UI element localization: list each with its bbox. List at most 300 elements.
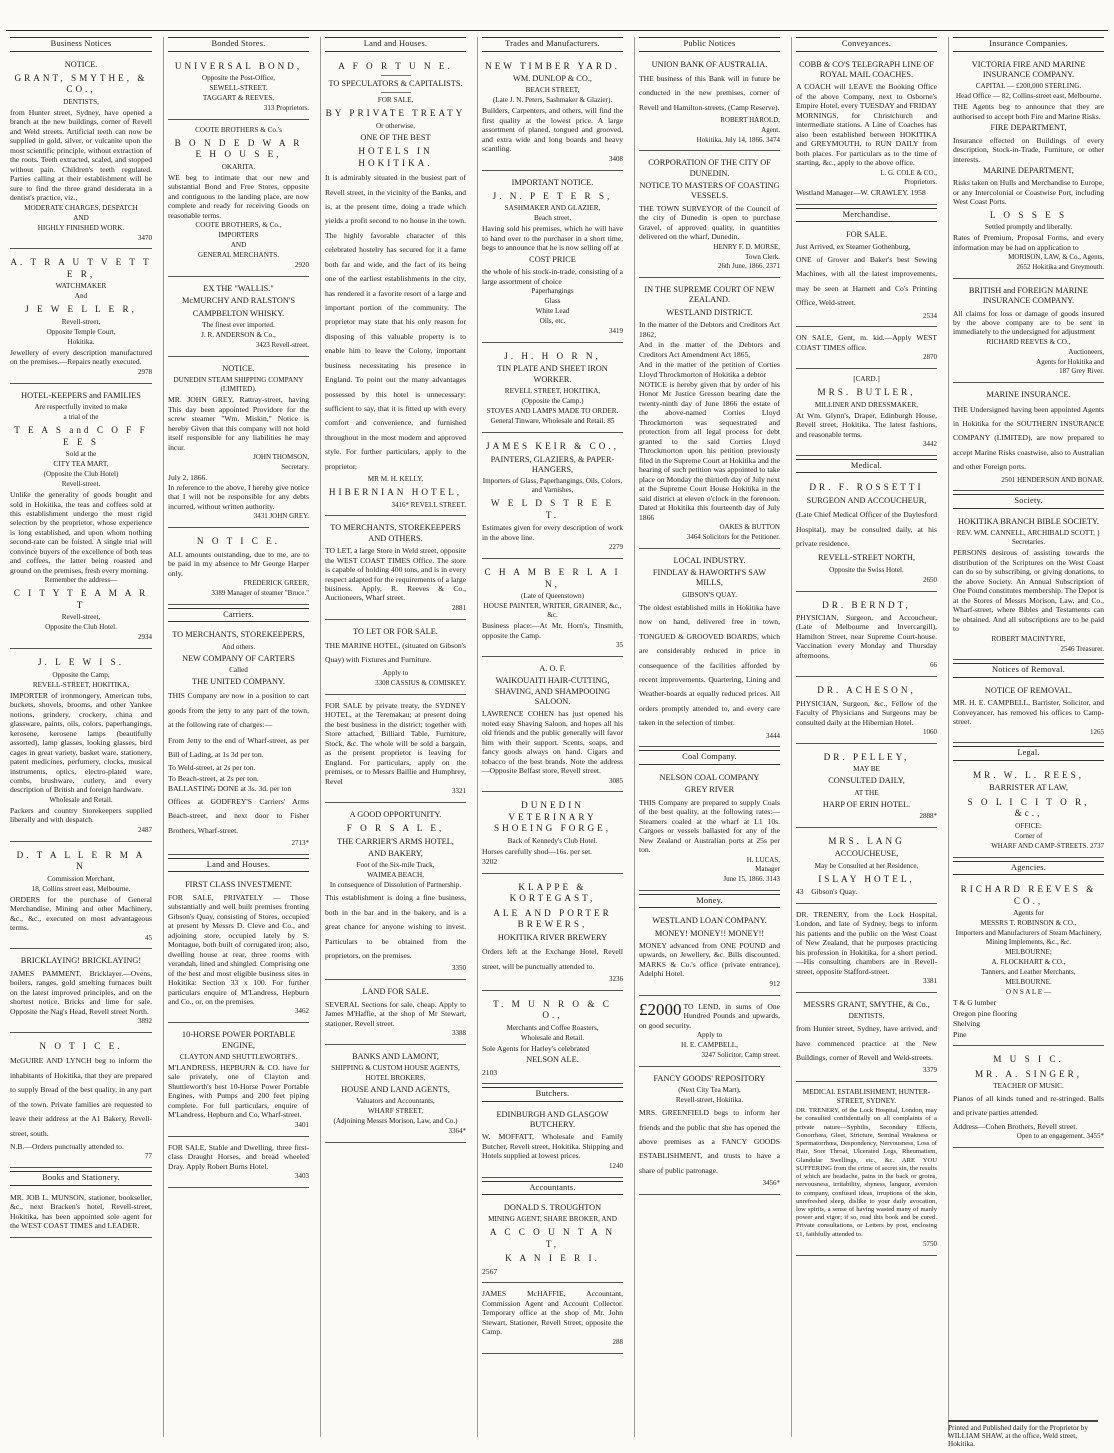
ad-line: The finest ever imported. [202,321,275,329]
advert-w-l-rees [953,765,1104,858]
ad-title: A. T R A U T V E T T E R, [10,257,152,279]
ad-line: CAPITAL — £200,000 STERLING. [975,82,1082,91]
advert-universal-bond [168,56,309,120]
ad-title: IN THE SUPREME COURT OF NEW ZEALAND. [644,285,775,305]
ad-line: HOTELS IN HOKITIKA. [358,146,433,168]
ad-signature: Auctioneers, [1068,347,1104,356]
ad-number: 912 [769,979,780,988]
ad-line: A. FLOCKHART & CO., [991,958,1066,967]
ad-signature: H. E. CAMPBELL, [681,1041,738,1050]
column-6 [791,37,941,1437]
ad-line: HOTEL BROKERS, [365,1074,426,1083]
ad-body: M'LANDRESS, HEPBURN & CO. have for sale privately, one of Clayton and Shuttleworth's best 10-Horse Power Portable Engines, with Pumps and 200 feet piping complete. For full particulars, enquire of M'Landress, Hepburn and Co, Wharf-street. [168,1062,309,1120]
ad-line: And others. [221,642,256,651]
ad-line: AND [73,213,89,222]
ad-line: Remember the address— [44,576,118,585]
section-heading: Legal. [953,746,1104,761]
advert-trautvetter [10,252,152,383]
ad-line: Just Arrived, ex Steamer Gothenburg, [796,242,911,252]
ad-rate: To Weld-street, at 2s per ton. [168,763,256,773]
ad-line: HIBERNIAN HOTEL, [328,487,463,498]
ad-date: July 2, 1866. [168,472,208,482]
ad-body: A COACH will LEAVE the Booking Office of the above Company, next to Osborne's Empire Hotel, every TUESDAY and FRIDAY MORNINGS, for Christchurch and intermediate stations. A Line of Coaches has also been established between HOKITIKA and GREYMOUTH, to RUN DAILY from both places. For particulars as to the time of starting, &c., apply to the above office. [796,82,937,168]
ad-line: Head Office — 82, Collins-street east, Melbourne. [955,92,1102,101]
ad-line: WAIKOUAITI HAIR-CUTTING, SHAVING, AND SHAMPOOING SALOON. [494,676,611,706]
ad-line: Wholesale and Retail. [520,1033,585,1042]
ad-line: REVELL STREET. [410,500,466,509]
ad-line: GIBSON'S QUAY. [682,590,737,599]
ad-body: Sole Agents for Harley's celebrated [482,1043,590,1053]
ad-amount: £2000 [639,999,682,1019]
ad-body: from Hunter street, Sydney, have opened a branch at the new buildings, corner of Revell and Weld streets. Artificial teeth can now be supplied in gold, silver, or vulcanite upon the most scientific principle, without extraction of the roots. Teeth extracted, scaled, and stopped without pain. Children's teeth regulated. Parties calling at their establishment will be sure to find the three grand desiderata in a dentist's practice, viz., [10,107,152,203]
ad-line: WM. DUNLOP & CO., [513,74,592,83]
ad-line: REV. WM. CANNELL, ARCHIBALD SCOTT, } Secretaries. [956,529,1101,547]
ad-line: O N S A L E — [1005,988,1052,997]
ad-body: THE TOWN SURVEYOR of the Council of the city of Dunedin is open to purchase Gravel, of approved quality, in quantities delivered on the wharf, Dunedin. [639,203,780,242]
ad-line: Settled promptly and liberally. [984,223,1073,232]
ad-rate: From Jetty to the end of Wharf-street, as per Bill of Lading, at 1s 3d per ton. [168,735,309,759]
ad-body: DR. TRENERY, of the Lock Hospital, London, may be consulted confidentially on all complaints of a private nature—Syphilis, Secondary Effects, Gonorrhœa, Gleet, Stricture, Seminal Weakness or Spermatorrhœa, Despondency, Nervousness, Loss of Hair, Sore Throat, Ulcerated Legs, Rheumatism, Glandular Swellings, etc., &c. ARE YOU SUFFERING from the crime of secret sin, the results of which are headache, pains in the back or groins, nervousness, irritability, shyness, languor, aversion to company, confused ideas, irruptions of the skin, unrefreshed sleep, dislike to your daily avocation, low spirits, a sense of having wasted many of manly power and vigor; if so, read this book and be cured. Private consultations, or Letters by post, enclosing £1, faithfully attended to. [796,1107,937,1238]
ad-title: A. O. F. [539,663,566,673]
section-heading: Butchers. [482,1087,623,1102]
advert-marine-hotel [325,623,466,695]
section-heading: Merchandise. [796,208,937,223]
advert-land-for-sale [325,983,466,1045]
ad-title: HOKITIKA BRANCH BIBLE SOCIETY. [958,516,1099,526]
section-heading: Land and Houses. [325,37,466,52]
ad-body: from Hunter street, Sydney, have arrived, and have commenced practice at the New Buildings, corner of Revell and Weld-streets. [796,1024,937,1063]
ad-title: LAND FOR SALE. [362,987,429,997]
ad-signature: RICHARD REEVES & CO., [986,337,1071,346]
column-4 [477,37,627,1437]
ad-title: TO LET OR FOR SALE. [353,626,438,636]
ad-line: Pine [953,1029,967,1039]
ad-line: ACCOUCHEUSE, [834,849,899,859]
ad-title: MARINE INSURANCE. [986,390,1071,400]
ad-title: TO MERCHANTS, STOREKEEPERS AND OTHERS. [330,523,461,543]
ad-line: Agents for [1013,909,1044,918]
ad-number: 2534 [923,311,937,320]
ad-line: AND [230,241,247,250]
advert-grant-smythe [10,56,152,250]
ad-title: EDINBURGH AND GLASGOW BUTCHERY. [496,1109,609,1129]
ad-line: Address—Cohen Brothers, Revell street. [953,1121,1078,1131]
ad-number: 288 [612,1337,623,1346]
ad-line: Apply to [382,668,409,677]
ad-line: Opposite Temple Court, [46,327,116,336]
ad-title: COOTE BROTHERS & Co.'s [195,125,282,134]
ad-signature: Solicitor, Camp street. [717,1051,780,1060]
column-3 [320,37,470,1437]
advert-united-carters [168,626,309,855]
ad-line: BARRISTER AT LAW, [989,783,1068,793]
ad-line: BY PRIVATE TREATY [325,108,466,119]
section-heading: Business Notices [10,37,152,52]
ad-title: DR. BERNDT, [822,599,911,610]
ad-body: ORDERS for the purchase of General Merchandise, Mining and other Machinery, &c., &c., executed on most advantageous terms. [10,894,152,933]
ad-number: 3892 [138,1017,152,1026]
ad-line: In consequence of Dissolution of Partnership. [329,881,462,890]
ad-line: Revell-street, [61,613,101,622]
advert-chamberlain [482,562,623,657]
ad-body: (Late Chief Medical Officer of the Daylesford Hospital), may be consulted daily, at his private residence. [796,510,937,548]
ad-signature: Agent. [761,125,780,134]
ad-body: Risks taken on Hulls and Merchandise to Europe, or any Intercolonial or Coastwise Port, including West Coast Ports. [953,178,1104,207]
ad-line: Opposite the Club Hotel. [45,623,117,632]
ad-line: SURGEON AND ACCOUCHEUR, [806,495,927,505]
ad-body: It is admirably situated in the busiest part of Revell street, in the vicinity of the Banks, and is, at the present time, doing a trade which yields a profit second to no house in the town. The highly favorable character of this celebrated hostelry has secured for it a fame both far and wide, and the fact of its being one of the earliest establishments in the city, has rendered it a favorite resort of a large and important portion of the community. The proprietor may state that his only reason for disposing of this valuable property is to enable him to leave the Colony, important business necessitating his presence in England. To point out the many advantages possessed by this hotel is unnecessary: sufficient to say, that it is fitted up with every comfort and convenience, and furnished throughout in the most modern and approved style. For further particulars, apply to the proprietor, [325,173,466,471]
ad-body: MR. JOB L. MUNSON, stationer, bookseller, &c., next Bracken's hotel, Revell-street, Hokitika, has been appointed sole agent for the WEST COAST TIMES and LEADER. [10,1192,152,1231]
ad-title: C H A M B E R L A I N, [484,567,621,589]
ad-number: 2920 [295,261,309,270]
ad-line: COOTE BROTHERS, & Co., [195,221,282,230]
ad-body: N.B.—Orders punctually attended to. [10,1141,124,1151]
advert-findlay-haworth [639,552,780,748]
ad-heading: N O T I C E. [196,536,281,547]
ad-signature: Grey River. [1071,367,1104,376]
advert-greer-notice [168,531,309,604]
ad-title: NELSON COAL COMPANY [659,772,760,782]
column-5 [634,37,784,1437]
ad-heading: IMPORTANT NOTICE. [511,177,594,187]
ad-line: Tanners, and Leather Merchants, [981,968,1076,977]
ad-subtitle: DENTISTS, [63,97,99,106]
ad-body: the whole of his stock-in-trade, consisting of a large assortment of choice [482,267,623,286]
ad-title: J. N. P E T E R S, [492,190,613,201]
ad-title: UNION BANK OF AUSTRALIA. [651,59,768,69]
ad-title: D. T A L L E R M A N [16,849,146,872]
advert-peters [482,174,623,343]
ad-body: FOR SALE, Stable and Dwelling, three first-class Draught Horses, and bread wheeled Dray. Apply Robert Burns Hotel. [168,1142,309,1171]
advert-lewis [10,652,152,842]
ad-body: McGUIRE AND LYNCH beg to inform the inhabitants of Hokitika, that they are prepared to supply Bread of the best quality, in any part of the town. Private families are requested to leave their address at the A1 Bakery, Revell-street, south. [10,1056,152,1138]
ad-signature: Treasurer. [1076,644,1104,653]
ad-title: 10-HORSE POWER PORTABLE ENGINE, [181,1030,296,1050]
ad-line: General Tinware, Wholesale and Retail. [490,417,606,426]
ad-line: Or otherwise, [375,121,416,130]
advert-wallis-whisky [168,280,309,357]
ad-line: SEWELL-STREET. [209,84,268,92]
ad-line: ONE OF THE BEST [360,132,431,142]
ad-title: DUNEDIN VETERINARY SHOEING FORGE, [493,800,612,834]
ad-line: REVELL-STREET NORTH, [817,553,916,563]
ad-title: MR. A. SINGER, [974,1068,1083,1079]
ad-body: WE beg to intimate that our new and substantial Bond and Free Stores, opposite and contiguous to the landing place, are now complete and ready for receiving Goods on reasonable terms. [168,172,309,220]
ad-signature: Manager of steamer "Bruce." [227,588,309,597]
ad-body: Pianos of all kinds tuned and re-stringed. Balls and private parties attended. [953,1094,1104,1118]
advert-city-tea-mart [10,387,152,649]
section-heading: Coal Company. [639,750,780,765]
advert-victoria-fire [953,56,1104,279]
ad-body: LAWRENCE COHEN has just opened his noted easy Shaving Saloon, and hopes all his old friends and the public generally will favor him with their support. Scents, soaps, and fancy goods always on hand. Cigars and tobacco of the best brands. Note the address—Opposite Belfast store, Revell street. [482,709,623,776]
ad-title: DR. ACHESON, [817,685,916,696]
ad-line: Sold at the [65,450,97,459]
ad-line: SASHMAKER AND GLAZIER, [504,204,601,213]
ad-number: 3236 [609,975,623,984]
ad-line: WAIMEA BEACH, [366,871,425,880]
ad-title: BRICKLAYING! BRICKLAYING! [20,956,142,966]
ad-number: 3143 [766,875,780,883]
ad-line: [CARD.] [853,375,880,384]
ad-body: THE MARINE HOTEL, (situated on Gibson's Quay) with Fixtures and Furniture. [325,641,466,665]
advert-edinburgh-butchery [482,1106,623,1178]
ad-line: (Opposite the Club Hotel) [43,470,119,479]
ad-line: MILLINER AND DRESSMAKER, [814,400,919,409]
ad-number: 3442 [923,440,937,449]
ad-title: GRANT, SMYTHE, & CO., [14,72,148,95]
ad-line: A C C O U N T A N T, [489,1227,616,1249]
ad-signature: Manager [755,865,780,874]
ad-title: RICHARD REEVES & CO., [960,884,1097,906]
ad-line: Opposite the Swiss Hotel. [829,565,904,574]
ad-body: FOR SALE by private treaty, the SYDNEY HOTEL, at the Teremakau; at present doing the best business in the district; together with Store attached, Billiard Table, Furniture, Stock, &c. The whole will be sold a bargain, as the present proprietor is leaving for England. For particulars, apply on the premises, or to Messrs Baillie and Humphrey, Revel [325,700,466,786]
ad-body: Builders, Carpenters, and others, will find the first quality at the lowest price. A large assortment of planed, tongued and grooved, and extra wide and long boards and heavy scantling. [482,106,623,154]
ad-number: 3389 [211,588,226,597]
ad-line: MELBOURNE. [1005,978,1052,987]
ad-heading: N O T I C E. [39,1040,123,1051]
ad-number: 3381 [923,977,937,986]
section-heading: Public Notices [639,37,780,52]
ad-number: 2487 [138,825,152,834]
ad-line: Are respectfully invited to make [34,403,128,412]
ad-heading: LOCAL INDUSTRY. [673,555,746,565]
ad-line: F O R S A L E, [346,823,445,834]
ad-number: 3423 [255,341,270,349]
ad-body: NOTICE is hereby given that by order of his Honor Mr Justice Gresson bearing date the twenty-ninth day of June 1866 the estate of the above-named Corties Lloyd Throckmorton was sequestrated and protection from all legal process for debt granted to the said Corties Lloyd Throckmorton upon his petition previously filed in the Supreme Court at Hokitika and the hearing of such petition was appointed to take place on Monday the thirtieth day of July next at the Supreme Court House Hokitika in the said district at eleven o'clock in the forenoon. Dated at Hokitika this fourteenth day of July 1866 [639,379,780,522]
ad-body: MONEY advanced from ONE POUND and upwards, on Jewellery, &c. Bills discounted. MARKS & Co.'s office (private entrance), Adelphi Hotel. [639,940,780,979]
ad-line: MR M. H. KELLY, [367,475,424,484]
ad-body: In reference to the above, I hereby give notice that I will not be responsible for any debts incurred, without written authority. [168,483,309,511]
advert-tallerman [10,845,152,950]
ad-body: SEVERAL Sections for sale, cheap. Apply to James M'Haffie, at the shop of Mr Stewart, stationer, Revell street. [325,999,466,1028]
advert-british-foreign-marine [953,282,1104,383]
ad-number: 1958 [910,188,926,198]
ad-body: Unlike the generality of goods bought and sold in Hokitika, the teas and coffees sold at this establishment undergo the most rigid selection by the proprietor, whose experience is long established, and upon whom nothing second-rate can be foisted. A single trial will convince buyers of the excellence of both teas and coffees, the latter being roasted and ground on the premises, fresh every morning. [10,490,152,575]
ad-line: SHIPPING & CUSTOM HOUSE AGENTS, [331,1064,460,1073]
ad-signature: HENDERSON AND BONAR. [1017,475,1104,484]
ad-line: Revell-street, Hokitika. [675,1096,744,1105]
advert-dr-trenery [796,907,937,993]
ad-title: COBB & CO'S TELEGRAPH LINE OF ROYAL MAIL COACHES. [799,59,934,79]
ad-body: TO LEND, in sums of One Hundred Pounds and upwards, on good security. [639,1001,780,1030]
ad-line: CLAYTON AND SHUTTLEWORTH'S. [179,1052,298,1061]
section-heading: Notices of Removal. [953,663,1104,678]
ad-signature: H. LUCAS, [746,855,780,864]
ad-number: 1265 [1090,727,1104,736]
ad-line: TAGGART & REEVES, [202,94,275,102]
advert-marine-insurance [953,386,1104,491]
advert-carriers-arms [325,806,466,980]
ad-number: 313 [263,104,275,112]
ad-number: 3085 [609,776,623,785]
ad-line: Wholesale and Retail. [49,795,113,804]
advert-cobb-and-co [796,56,937,205]
ad-body: McMURCHY AND RALSTON'S [181,296,296,306]
ad-line: MODERATE CHARGES, DESPATCH [24,203,138,212]
ad-heading: NOTICE. [64,59,98,69]
ad-number: 3401 [295,1120,309,1129]
ad-line: Oregon pine flooring [953,1008,1018,1018]
ad-line: STOVES AND LAMPS MADE TO ORDER. [486,407,619,416]
section-heading: Bonded Stores. [168,37,309,52]
ad-title: FINDLAY & HAWORTH'S SAW MILLS, [652,568,767,588]
ad-line: Commission Merchant, [47,874,115,883]
ad-number: 2650 [923,575,937,584]
ad-body: TO LET, a large Store in Weld street, opposite the WEST COAST TIMES Office. The store is capable of holding 400 tons, and is in every respect adapted for the requirements of a large business. Apply, R. Reeves & Co., Auctioneers, Wharf street. [325,546,466,603]
ad-line: NELSON ALE. [526,1055,579,1065]
ad-title: DUNEDIN STEAM SHIPPING COMPANY (LIMITED). [173,376,304,394]
ad-line: C I T Y T E A M A R T [13,588,149,610]
ad-body: ON SALE, Gent, m. kid.—Apply WEST COAST TIMES office. [796,333,937,352]
ad-title: DR. PELLEY, [823,751,910,762]
advert-sydney-hotel [325,698,466,803]
ad-line: a trial of the [63,413,99,422]
ad-signature: ROBERT MACINTYRE, [991,634,1066,643]
ad-body: THE Undersigned having been appointed Agents in Hokitika for the SOUTHERN INSURANCE COMPANY (LIMITED), are now prepared to accept Marine Risks coastwise, also to Australian and other Foreign ports. [953,404,1104,472]
ad-body: Estimates given for every description of work in the above line. [482,523,623,542]
ad-line: Westland Manager—W. CRAWLEY. [796,188,909,198]
section-heading: Books and Stationery. [10,1171,152,1186]
ad-line: Shelving [953,1019,981,1029]
ad-body: ONE of Grover and Baker's best Sewing Machines, with all the latest improvements, may be seen at Harnett and Co's Printing Office, Weld-street. [796,254,937,308]
ad-signature: CASSIUS & COMISKEY. [390,678,466,687]
ad-number: 3364* [448,1127,466,1136]
advert-horn [482,346,623,433]
ad-line: (Adjoining Messrs Morison, Law, and Co.) [333,1117,458,1126]
ad-heading: NOTICE. [222,363,255,373]
ad-line: Apply to [696,1031,723,1040]
ad-body: PHYSICIAN, Surgeon, &c., Fellow of the Faculty of Physicians and Surgeons may be consulted daily at the Hibernian Hotel. [796,698,937,727]
ad-line: COST PRICE [529,254,576,264]
ad-line: GREY RIVER [684,785,735,795]
advert-fancy-goods [639,1070,780,1195]
ad-line: WATCHMAKER [55,282,107,291]
ad-title: FANCY GOODS' REPOSITORY [653,1073,766,1083]
ad-number: 3456* [762,1179,780,1188]
ad-body: The oldest established mills in Hokitika have now on hand, delivered free in town, TONGUED & GROOVED BOARDS, which are considerably reduced in price in consequence of the facilities afforded by recent improvements. Quartering, Lining and Weather-boards at equally reduced prices. All orders promptly attended to, and every care taken in the selection of timber. [639,602,780,728]
ad-number: 3308 [375,678,390,687]
column-2 [163,37,313,1437]
column-7 [948,37,1108,1437]
ad-body: THIS Company are prepared to supply Coals of the best quality, at the following rates:— Steamers coaled at the wharf at L1 10s. Cargoes or vessels ballasted for any of the New Zealand or Australian ports at 25s per ton. [639,797,780,855]
ad-line: Paperhangings [531,287,574,296]
ad-line: AND BAKERY, [368,848,423,858]
ad-line: TIN PLATE AND SHEET IRON WORKER. [497,364,608,384]
ad-line: HOUSE AND LAND AGENTS, [341,1085,450,1095]
ad-line: MARINE DEPARTMENT, [983,166,1074,175]
ad-number: 2737 [1090,841,1104,850]
advert-james-keir [482,436,623,559]
ad-line: Oils, etc. [539,317,566,326]
ad-body: W. MOFFATT, Wholesale and Family Butcher, Revell street, Hokitika. Shipping and Hotels supplied at lowest prices. [482,1132,623,1161]
advert-banks-lamont [325,1048,466,1143]
ad-line: J. R. ANDERSON & Co., [201,331,276,339]
ad-line: Corner of [1014,831,1043,840]
advert-dr-rossetti [796,477,937,591]
ad-number: 2881 [452,603,466,612]
ad-number: 3350 [452,964,466,973]
ad-number: 3455* [1086,1132,1104,1141]
advert-to-merchants [325,519,466,619]
ad-number: 2713* [291,839,309,848]
ad-line: Glass [544,297,561,306]
ad-body: IMPORTER of ironmongery, American tubs, buckets, shovels, brooms, and other Yankee notions, grindery, crockery, china and glassware, paints, oils, colors, paperhangings, kerosene, kerosene lamps (beautifully assorted), lamp glasses, looking glasses, bird cages in great variety, basket ware, stationery, patent medicines, perfumery, clocks, musical instruments, optics, electro-plated ware, combs, brushware, cutlery, and every description of British and foreign hardware. [10,690,152,795]
ad-number: 2870 [923,353,937,362]
advert-union-bank [639,56,780,152]
advert-dunedin-corporation [639,154,780,278]
ad-line: HIGHLY FINISHED WORK. [37,223,125,232]
ad-number: 45 [145,933,152,942]
advert-portable-engine [168,1026,309,1136]
ad-line: May be Consulted at her Residence, [814,861,919,870]
ad-body: THIS Company are now in a position to cart goods from the jetty to any part of the town, at the following rate of charges:— [168,691,309,730]
ad-line: Open to an engagement. [1016,1132,1085,1141]
ad-title: HOTEL-KEEPERS and FAMILIES [21,390,141,400]
advert-richard-reeves [953,879,1104,1046]
ad-line: NOTICE TO MASTERS OF COASTING VESSELS. [639,181,780,201]
ad-title: CORPORATION OF THE CITY OF DUNEDIN. [648,158,771,178]
ad-line: (Late J. N. Peters, Sashmaker & Glazier). [492,96,613,105]
section-heading: Agencies. [953,861,1104,876]
ad-body: MR. JOHN GREY, Rattray-street, having This day been appointed Providore for the screw steamer "Wm. Miskin," Notice is hereby Given that this company will not hold itself responsible for any liabilities he may incur. [168,395,309,452]
section-heading: Accountants. [482,1181,623,1196]
ad-title: KLAPPE & KORTEGAST, [509,881,596,904]
ad-title: NOTICE OF REMOVAL. [984,685,1073,695]
ad-signature: Proprietors. [276,104,309,112]
ad-line: In the matter of the Debtors and Creditors Act 1862, [639,320,780,339]
ad-line: B O N D E D W A R E H O U S E, [174,137,303,160]
ad-body: JAMES McHAFFIE, Accountant, Commission Agent and Account Collector. Temporary office at the shop of Mr. John Stewart, Stationer, Revell Street, opposite the Camp. [482,1289,623,1337]
ad-line: OFFICE: [1015,821,1042,830]
ad-number: 2501 [1001,475,1016,484]
section-heading: Money. [639,894,780,909]
ad-number: 2978 [138,367,152,376]
ad-title: T. M U N R O & C O., [493,998,612,1021]
advert-dunedin-steam [168,360,309,528]
ad-signature: Secretary. [281,462,309,471]
advert-coote-brothers [168,123,309,277]
ad-body: DR. TRENERY, from the Lock Hospital, London, and late of Sydney, begs to inform his patients and the public on the West Coast of New Zealand, that he purposes practicing his profession in Hokitika, for a short period.—His consulting chambers are in Revell-street, opposite Stafford-street. [796,909,937,976]
ad-body: Insurance effected on Buildings of every description, Stock-in-Trade, Furniture, or other interests. [953,135,1104,164]
ad-line: FIRE DEPARTMENT, [990,123,1067,133]
advert-dr-berndt [796,595,937,678]
ad-line: GENERAL MERCHANTS. [197,251,280,260]
ad-line: And [74,292,88,301]
ad-line: Called [229,665,248,674]
ad-number: 3470 [138,233,152,242]
ad-number: 3416* [391,500,410,509]
ad-line: Revell-street, [61,317,101,326]
ad-number: 3388 [452,1029,466,1038]
ad-title: VICTORIA FIRE AND MARINE INSURANCE COMPANY. [971,59,1086,79]
ad-date: June 15, 1866. [723,875,765,883]
ad-number: 3379 [923,1066,937,1075]
ad-body: Packers and country Storekeepers supplied liberally and with despatch. [10,805,152,825]
ad-line: CONSULTED DAILY, [828,776,905,786]
advert-mrs-lang [796,831,937,904]
ad-number: 3464 [686,533,701,541]
imprint-footer: Printed and Published daily for the Proprietor by WILLIAM SHAW, at the office, Weld street, Hokitika. [948,1420,1098,1448]
ad-line: HARP OF ERIN HOTEL. [822,799,911,809]
ad-signature: HENRY F. D. MORSE, [713,242,780,251]
ad-heading: M U S I C. [993,1054,1064,1064]
ad-body: PHYSICIAN, Surgeon, and Accoucheur, (Late of Melbourne and Invercargill), Hamilton Street, near Supreme Court-house. Vaccination every Monday and Thursday afternoons. [796,613,937,660]
ad-title: NEW TIMBER YARD. [485,60,620,71]
ad-line: Beach street, [533,214,572,223]
ad-title: TO MERCHANTS, STOREKEEPERS, [172,630,305,640]
ad-line: Gibson's Quay. [811,887,858,897]
ad-number: 3431 [253,512,268,521]
